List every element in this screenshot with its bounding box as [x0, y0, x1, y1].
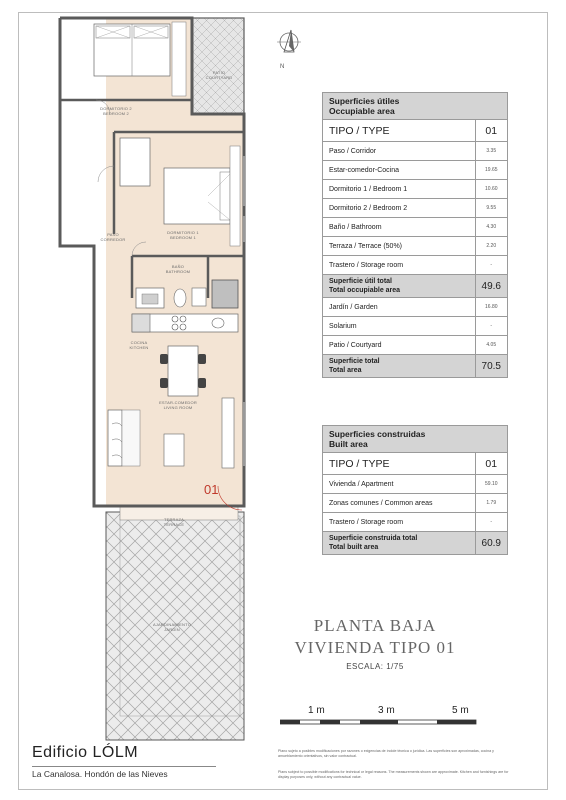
row-value: 4.05 [475, 336, 507, 355]
row-value: 49.6 [475, 275, 507, 298]
table-row [323, 199, 508, 218]
type-row: TIPO / TYPE 01 [323, 120, 508, 142]
row-label: Total area [329, 367, 362, 374]
table-row [323, 256, 508, 275]
table-row [323, 475, 508, 494]
scale-label-1m: 1 m [308, 705, 325, 716]
row-label: Superficie útil total [329, 278, 393, 285]
row-value: - [475, 513, 507, 532]
row-label: Dormitorio 2 / Bedroom 2 [323, 199, 476, 218]
room-label-living: ESTAR-COMEDOR LIVING ROOM [159, 400, 197, 410]
row-label: Terraza / Terrace (50%) [323, 237, 476, 256]
table-row [323, 161, 508, 180]
row-label: Estar-comedor-Cocina [323, 161, 476, 180]
total-row [323, 355, 508, 378]
row-value: 70.5 [475, 355, 507, 378]
row-value: - [475, 256, 507, 275]
scale-text: ESCALA: 1/75 [346, 662, 404, 671]
row-label: Patio / Courtyard [323, 336, 476, 355]
row-label: Dormitorio 1 / Bedroom 1 [323, 180, 476, 199]
disclaimer-es: Plano sujeto a posibles modificaciones por razones o exigencias de índole técnica o jurídica. Las superficies son aproximadas, cocina y amueblamiento orientativos, sin valor contractual. [278, 749, 494, 758]
floor-plan-drawing [58, 16, 254, 742]
room-label-bathroom: BAÑO BATHROOM [165, 264, 191, 274]
scale-label-3m: 3 m [378, 705, 395, 716]
row-value: 2.20 [475, 237, 507, 256]
table-header: Superficies útiles Occupiable area [323, 93, 508, 120]
row-value: 9.55 [475, 199, 507, 218]
room-label-garden: AJARDINAMIENTO JARDÍN [152, 622, 192, 632]
row-label: Jardín / Garden [323, 298, 476, 317]
table-row [323, 317, 508, 336]
room-label-corridor: PASO CORREDOR [100, 232, 126, 242]
table-row [323, 494, 508, 513]
row-label: Trastero / Storage room [323, 513, 476, 532]
subtotal-row [323, 275, 508, 298]
footer-divider [32, 766, 216, 767]
row-label: Paso / Corridor [323, 142, 476, 161]
table-header: Superficies construidas Built area [323, 426, 508, 453]
compass-label: N [280, 64, 285, 70]
row-value: 60.9 [475, 532, 507, 555]
row-label: Baño / Bathroom [323, 218, 476, 237]
row-value: 16.80 [475, 298, 507, 317]
room-label-terrace: TERRAZA TERRACE [163, 517, 185, 527]
plan-title: PLANTA BAJA [313, 616, 437, 635]
table-row [323, 237, 508, 256]
row-label: Superficie total [329, 358, 380, 365]
row-value: - [475, 317, 507, 336]
built-area-table [322, 425, 508, 555]
type-row: TIPO / TYPE 01 [323, 453, 508, 475]
scale-bar-graphic [280, 718, 480, 728]
scale-label-5m: 5 m [452, 705, 469, 716]
row-value: 4.30 [475, 218, 507, 237]
row-label: Trastero / Storage room [323, 256, 476, 275]
table-row [323, 513, 508, 532]
disclaimer-en: Plans subject to possible modifications for technical or legal reasons. The measurements shown are approximate. Kitchen and furnishings are for display purposes only, without any contractual value. [278, 770, 509, 779]
room-label-bedroom1: DORMITORIO 1 BEDROOM 1 [167, 230, 199, 240]
table-row [323, 336, 508, 355]
table-row [323, 142, 508, 161]
table-row [323, 298, 508, 317]
room-label-bedroom2: DORMITORIO 2 BEDROOM 2 [100, 106, 132, 116]
table-row [323, 180, 508, 199]
row-value: 10.60 [475, 180, 507, 199]
room-label-courtyard: PATIO COURTYARD [205, 70, 233, 80]
building-name: Edificio LÓLM [32, 744, 139, 761]
row-label: Superficie construida total [329, 535, 418, 542]
apartment-number: 01 [204, 482, 219, 497]
plan-subtitle: VIVIENDA TIPO 01 [294, 638, 456, 657]
row-value: 59.10 [475, 475, 507, 494]
row-label: Total built area [329, 544, 379, 551]
total-row [323, 532, 508, 555]
room-label-kitchen: COCINA KITCHEN [129, 340, 149, 350]
occupiable-area-table [322, 92, 508, 378]
floor-plan [58, 16, 254, 742]
row-label: Zonas comunes / Common areas [323, 494, 476, 513]
row-value: 3.35 [475, 142, 507, 161]
row-label: Total occupiable area [329, 287, 401, 294]
row-value: 1.79 [475, 494, 507, 513]
location-text: La Canalosa. Hondón de las Nieves [32, 769, 168, 779]
row-label: Vivienda / Apartment [323, 475, 476, 494]
scale-bar [280, 705, 480, 729]
row-label: Solarium [323, 317, 476, 336]
row-value: 19.65 [475, 161, 507, 180]
north-arrow-icon [274, 28, 304, 74]
table-row [323, 218, 508, 237]
